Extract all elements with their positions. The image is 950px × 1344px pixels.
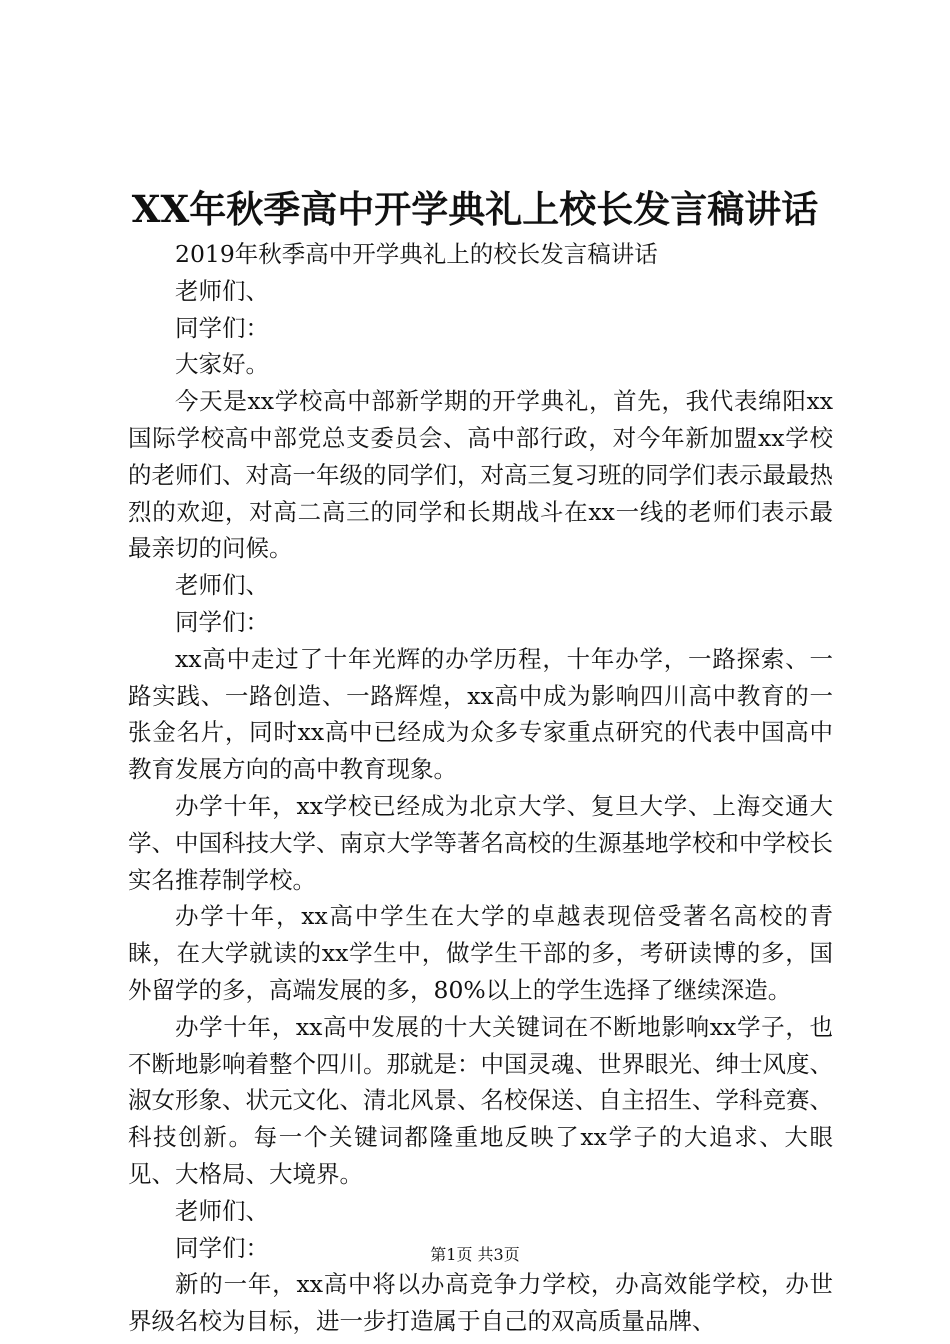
paragraph: 老师们、	[175, 571, 269, 600]
paragraph: 新的一年，xx高中将以办高竞争力学校，办高效能学校，办世界级名校为目标，进一步打造属于自己的双高质量品牌、	[128, 1270, 833, 1336]
page-number-footer: 第1页 共3页	[430, 1245, 520, 1264]
paragraph: 老师们、	[175, 1196, 269, 1225]
paragraph: 老师们、	[175, 276, 269, 305]
paragraph: 办学十年，xx高中发展的十大关键词在不断地影响xx学子，也不断地影响着整个四川。那就是：中国灵魂、世界眼光、绅士风度、淑女形象、状元文化、清北风景、名校保送、自主招生、学科竞赛、科技创新。每一个关键词都隆重地反映了xx学子的大追求、大眼见、大格局、大境界。	[128, 1012, 833, 1188]
paragraph: 今天是xx学校高中部新学期的开学典礼，首先，我代表绵阳xx国际学校高中部党总支委员会、高中部行政，对今年新加盟xx学校的老师们、对高一年级的同学们，对高三复习班的同学们表示最最热烈的欢迎，对高二高三的同学和长期战斗在xx一线的老师们表示最最亲切的问候。	[128, 387, 833, 563]
paragraph: 同学们：	[175, 1233, 269, 1262]
paragraph: 办学十年，xx学校已经成为北京大学、复旦大学、上海交通大学、中国科技大学、南京大学等著名高校的生源基地学校和中学校长实名推荐制学校。	[128, 791, 833, 894]
paragraph: 办学十年，xx高中学生在大学的卓越表现倍受著名高校的青睐，在大学就读的xx学生中，做学生干部的多，考研读博的多，国外留学的多，高端发展的多，80%以上的学生选择了继续深造。	[128, 902, 833, 1004]
paragraph: 同学们：	[175, 313, 269, 342]
document-title: XX年秋季高中开学典礼上校长发言稿讲话	[131, 187, 819, 231]
paragraph: xx高中走过了十年光辉的办学历程，十年办学，一路探索、一路实践、一路创造、一路辉煌，xx高中成为影响四川高中教育的一张金名片，同时xx高中已经成为众多专家重点研究的代表中国高中教育发展方向的高中教育现象。	[128, 644, 833, 784]
paragraph: 同学们：	[175, 607, 269, 636]
paragraph: 大家好。	[175, 350, 269, 379]
document-body	[128, 236, 833, 1340]
paragraph: 2019年秋季高中开学典礼上的校长发言稿讲话	[175, 240, 658, 268]
